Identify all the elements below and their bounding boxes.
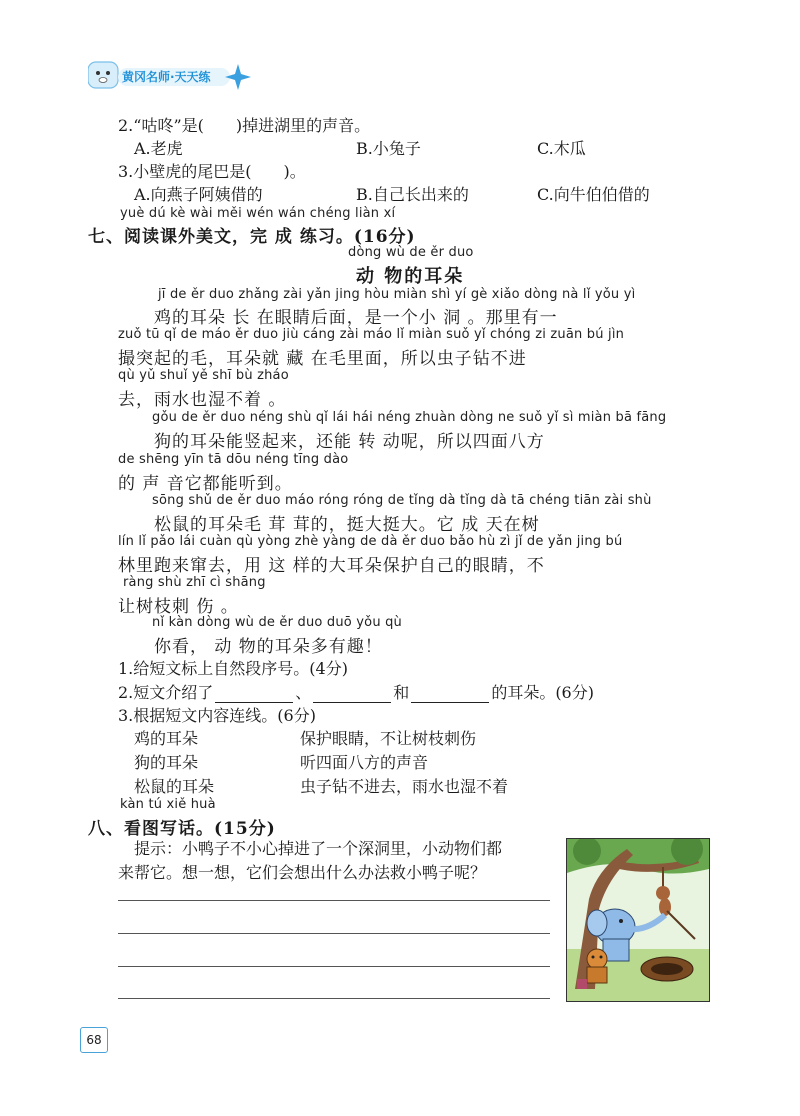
match-left-1[interactable]: 鸡的耳朵 — [134, 729, 199, 748]
question-2-option-b[interactable]: B.小兔子 — [356, 139, 421, 158]
story-line-2: 撮突起的毛，耳朵就 藏 在毛里面，所以虫子钻不进 — [118, 349, 527, 369]
story-line-1: 鸡的耳朵 长 在眼睛后面，是一个小 洞 。那里有一 — [118, 308, 558, 328]
match-left-2[interactable]: 狗的耳朵 — [134, 753, 199, 772]
story-title-pinyin: dòng wù de ěr duo — [348, 245, 474, 260]
illustration-drawing — [567, 839, 709, 1001]
story-line-7: 林里跑来窜去，用 这 样的大耳朵保护自己的眼睛，不 — [118, 556, 545, 576]
writing-line-4[interactable] — [118, 998, 550, 999]
section-7-pinyin: yuè dú kè wài měi wén wán chéng liàn xí — [120, 206, 396, 221]
question-2-option-a[interactable]: A.老虎 — [134, 139, 183, 158]
page-number: 68 — [80, 1027, 108, 1053]
brand-text: 黄冈名师·天天练 — [122, 70, 211, 84]
section-7-question-2 — [118, 680, 594, 703]
section-8-prompt-line-1: 提示：小鸭子不小心掉进了一个深洞里，小动物们都 — [134, 839, 503, 858]
story-line-9-pinyin: nǐ kàn dòng wù de ěr duo duō yǒu qù — [152, 615, 402, 630]
answer-blank-2[interactable] — [313, 686, 391, 703]
question-2-stem: 2.“咕咚”是( )掉进湖里的声音。 — [118, 116, 371, 135]
story-line-2-pinyin: zuǒ tū qǐ de máo ěr duo jiù cáng zài máo lǐ miàn suǒ yǐ chóng zi zuān bú jìn — [118, 327, 625, 342]
story-line-6: 松鼠的耳朵毛 茸 茸的，挺大挺大。它 成 天在树 — [118, 515, 540, 535]
story-line-5-pinyin: de shēng yīn tā dōu néng tīng dào — [118, 452, 349, 467]
story-title: 动 物的耳朵 — [356, 266, 465, 287]
question-3-stem: 3.小壁虎的尾巴是( )。 — [118, 162, 306, 181]
question-3-option-c[interactable]: C.向牛伯伯借的 — [537, 185, 650, 204]
story-line-5: 的 声 音它都能听到。 — [118, 474, 293, 494]
story-line-1-pinyin: jī de ěr duo zhǎng zài yǎn jing hòu miàn shì yí gè xiǎo dòng nà lǐ yǒu yì — [158, 287, 636, 302]
story-line-4-pinyin: gǒu de ěr duo néng shù qǐ lái hái néng zhuàn dòng ne suǒ yǐ sì miàn bā fāng — [152, 410, 667, 425]
question-2-option-c[interactable]: C.木瓜 — [537, 139, 586, 158]
question-3-option-a[interactable]: A.向燕子阿姨借的 — [134, 185, 263, 204]
q2-part-4: 的耳朵。(6分) — [491, 683, 594, 702]
illustration — [566, 838, 710, 1002]
story-line-9: 你看， 动 物的耳朵多有趣！ — [118, 637, 383, 657]
story-line-8-pinyin: ràng shù zhī cì shāng — [123, 575, 266, 590]
section-7-question-3: 3.根据短文内容连线。(6分) — [118, 706, 316, 725]
match-right-3[interactable]: 虫子钻不进去，雨水也湿不着 — [300, 777, 509, 796]
q2-part-1: 2.短文介绍了 — [118, 683, 214, 702]
writing-line-3[interactable] — [118, 966, 550, 967]
story-line-3: 去，雨水也湿不着 。 — [118, 390, 287, 410]
writing-line-2[interactable] — [118, 933, 550, 934]
writing-line-1[interactable] — [118, 900, 550, 901]
q2-part-3: 和 — [393, 683, 410, 702]
match-right-2[interactable]: 听四面八方的声音 — [300, 753, 429, 772]
story-line-6-pinyin: sōng shǔ de ěr duo máo róng róng de tǐng dà tǐng dà tā chéng tiān zài shù — [152, 493, 652, 508]
story-line-8: 让树枝刺 伤 。 — [118, 597, 239, 617]
story-line-7-pinyin: lín lǐ pǎo lái cuàn qù yòng zhè yàng de dà ěr duo bǎo hù zì jǐ de yǎn jing bú — [118, 534, 623, 549]
section-8-prompt-line-2: 来帮它。想一想，它们会想出什么办法救小鸭子呢？ — [118, 863, 487, 882]
section-8-heading: 八、看图写话。(15分) — [88, 819, 276, 839]
section-8-pinyin: kàn tú xiě huà — [120, 797, 216, 812]
story-line-3-pinyin: qù yǔ shuǐ yě shī bù zháo — [118, 368, 289, 383]
section-7-heading: 七、阅读课外美文，完 成 练习。(16分) — [88, 227, 416, 247]
answer-blank-3[interactable] — [411, 686, 489, 703]
question-3-option-b[interactable]: B.自己长出来的 — [356, 185, 469, 204]
q2-part-2: 、 — [295, 683, 312, 702]
story-line-4: 狗的耳朵能竖起来，还能 转 动呢，所以四面八方 — [118, 432, 545, 452]
section-7-question-1: 1.给短文标上自然段序号。(4分) — [118, 659, 348, 678]
answer-blank-1[interactable] — [215, 686, 293, 703]
match-right-1[interactable]: 保护眼睛，不让树枝刺伤 — [300, 729, 477, 748]
match-left-3[interactable]: 松鼠的耳朵 — [134, 777, 215, 796]
